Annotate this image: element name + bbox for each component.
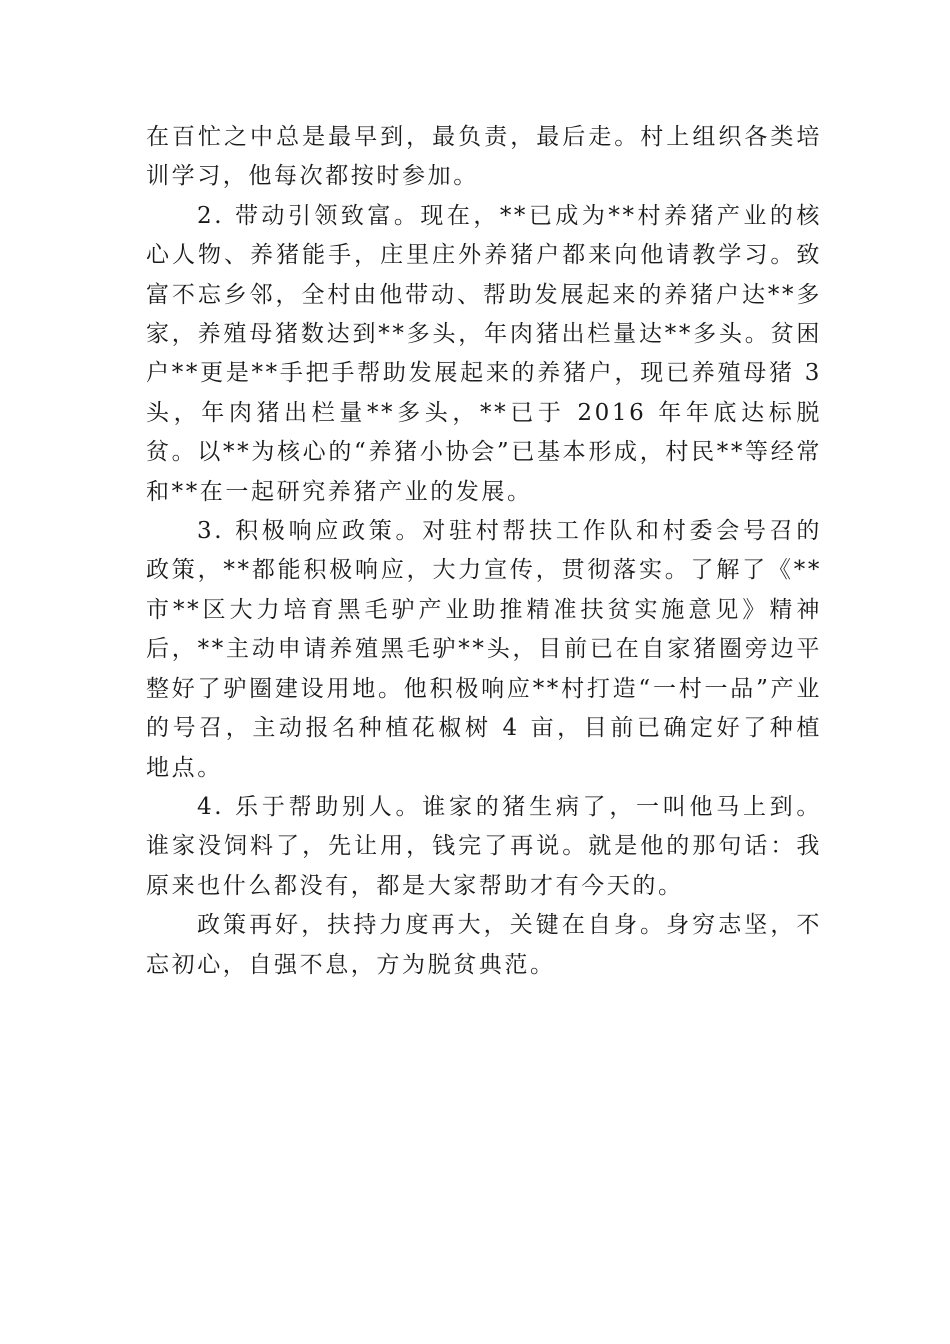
paragraph-continued: 在百忙之中总是最早到，最负责，最后走。村上组织各类培训学习，他每次都按时参加。 [146, 124, 822, 190]
document-body [146, 118, 822, 985]
paragraph-help-others: 4. 乐于帮助别人。谁家的猪生病了，一叫他马上到。谁家没饲料了，先让用，钱完了再说。就是他的那句话：我原来也什么都没有，都是大家帮助才有今天的。 [146, 793, 822, 899]
paragraph-conclusion: 政策再好，扶持力度再大，关键在自身。身穷志坚，不忘初心，自强不息，方为脱贫典范。 [146, 912, 822, 978]
paragraph-respond-policy: 3. 积极响应政策。对驻村帮扶工作队和村委会号召的政策，**都能积极响应，大力宣传，贯彻落实。了解了《**市**区大力培育黑毛驴产业助推精准扶贫实施意见》精神后，**主动申请养殖黑毛驴**头，目前已在自家猪圈旁边平整好了驴圈建设用地。他积极响应**村打造“一村一品”产业的号召，主动报名种植花椒树 4 亩，目前已确定好了种植地点。 [146, 518, 822, 781]
paragraph-lead-prosperity: 2. 带动引领致富。现在，**已成为**村养猪产业的核心人物、养猪能手，庄里庄外养猪户都来向他请教学习。致富不忘乡邻，全村由他带动、帮助发展起来的养猪户达**多家，养殖母猪数达到**多头，年肉猪出栏量达**多头。贫困户**更是**手把手帮助发展起来的养猪户，现已养殖母猪 3 头，年肉猪出栏量**多头，**已于 2016 年年底达标脱贫。以**为核心的“养猪小协会”已基本形成，村民**等经常和**在一起研究养猪产业的发展。 [146, 202, 822, 505]
